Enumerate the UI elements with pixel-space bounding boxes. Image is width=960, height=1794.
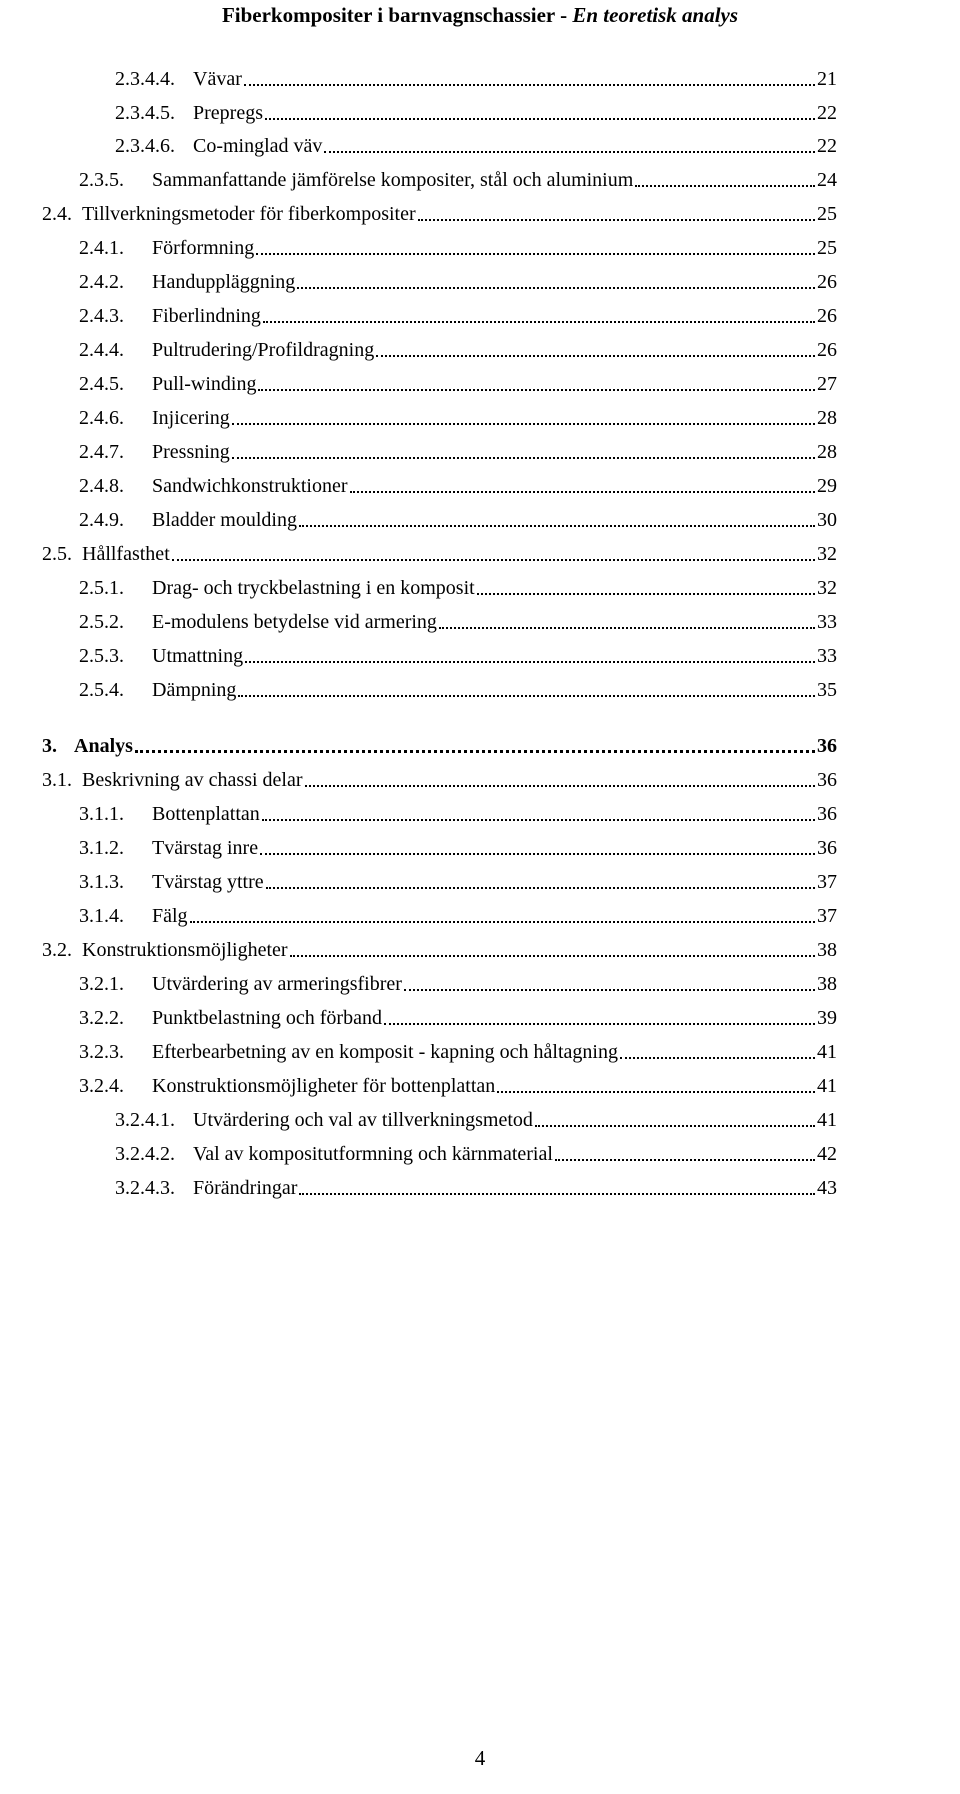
toc-entry-number: 2.4.6. <box>79 407 124 429</box>
toc-entry-title: Förändringar <box>193 1177 298 1199</box>
dot-leader <box>263 321 815 323</box>
toc-entry-number: 3.2.4.2. <box>115 1143 175 1165</box>
toc-entry-page: 28 <box>817 407 837 429</box>
toc-entry-title: Pultrudering/Profildragning <box>152 339 375 361</box>
dot-leader <box>404 989 815 991</box>
toc-entry-number: 3.1.4. <box>79 905 124 927</box>
toc-entry-page: 26 <box>817 339 837 361</box>
toc-entry-page: 43 <box>817 1177 837 1199</box>
toc-entry-page: 42 <box>817 1143 837 1165</box>
toc-entry[interactable] <box>79 439 837 465</box>
toc-entry-number: 3.1.1. <box>79 803 124 825</box>
toc-entry-page: 36 <box>817 735 837 757</box>
toc-entry-title: Beskrivning av chassi delar <box>82 769 303 791</box>
toc-entry-title: Utvärdering av armeringsfibrer <box>152 973 402 995</box>
toc-entry[interactable] <box>79 337 837 363</box>
toc-entry-title: Konstruktionsmöjligheter <box>82 939 288 961</box>
toc-entry-title: Sandwichkonstruktioner <box>152 475 348 497</box>
dot-leader <box>384 1023 815 1025</box>
toc-entry-page: 32 <box>817 543 837 565</box>
dot-leader <box>135 750 815 753</box>
dot-leader <box>299 525 815 527</box>
toc-entry-number: 2.5.3. <box>79 645 124 667</box>
toc-entry-page: 36 <box>817 803 837 825</box>
toc-entry-number: 2.4.2. <box>79 271 124 293</box>
toc-entry-page: 41 <box>817 1041 837 1063</box>
dot-leader <box>258 389 815 391</box>
toc-entry-title: Tvärstag yttre <box>152 871 264 893</box>
toc-entry-number: 3.1.3. <box>79 871 124 893</box>
dot-leader <box>190 921 815 923</box>
toc-entry-number: 3.2.4. <box>79 1075 124 1097</box>
toc-entry-title: Fälg <box>152 905 188 927</box>
dot-leader <box>299 1193 815 1195</box>
toc-entry-title: Dämpning <box>152 679 237 701</box>
toc-entry[interactable] <box>79 971 837 997</box>
toc-entry-page: 39 <box>817 1007 837 1029</box>
toc-entry-number: 2.4.9. <box>79 509 124 531</box>
toc-entry-title: Tvärstag inre <box>152 837 259 859</box>
dot-leader <box>535 1125 815 1127</box>
toc-entry-number: 2.4. <box>42 203 72 225</box>
toc-entry-number: 3.2. <box>42 939 72 961</box>
toc-entry-number: 3.2.4.3. <box>115 1177 175 1199</box>
toc-entry[interactable] <box>79 405 837 431</box>
toc-entry[interactable] <box>79 609 837 635</box>
toc-entry[interactable] <box>79 835 837 861</box>
dot-leader <box>245 661 815 663</box>
toc-entry-number: 2.5.4. <box>79 679 124 701</box>
toc-entry-number: 3.2.2. <box>79 1007 124 1029</box>
toc-entry[interactable] <box>42 767 837 793</box>
toc-entry-page: 27 <box>817 373 837 395</box>
toc-entry-page: 26 <box>817 271 837 293</box>
toc-entry-title: Utvärdering och val av tillverkningsmetod <box>193 1109 533 1131</box>
toc-entry-page: 33 <box>817 645 837 667</box>
dot-leader <box>172 559 815 561</box>
toc-entry-title: E-modulens betydelse vid armering <box>152 611 437 633</box>
toc-entry-page: 22 <box>817 102 837 124</box>
toc-entry[interactable] <box>79 801 837 827</box>
toc-entry-title: Pull-winding <box>152 373 257 395</box>
toc-entry-page: 36 <box>817 769 837 791</box>
toc-entry-title: Handuppläggning <box>152 271 296 293</box>
dot-leader <box>477 593 815 595</box>
toc-entry-number: 2.5.1. <box>79 577 124 599</box>
toc-entry[interactable] <box>115 1175 837 1201</box>
toc-entry-number: 2.3.4.6. <box>115 135 175 157</box>
toc-entry-number: 3.2.3. <box>79 1041 124 1063</box>
toc-entry-page: 32 <box>817 577 837 599</box>
dot-leader <box>265 118 815 120</box>
dot-leader <box>232 457 815 459</box>
toc-entry-number: 3.2.4.1. <box>115 1109 175 1131</box>
toc-entry[interactable] <box>79 235 837 261</box>
toc-entry-title: Bottenplattan <box>152 803 260 825</box>
toc-entry-page: 25 <box>817 203 837 225</box>
document-title: Fiberkompositer i barnvagnschassier - <box>221 3 568 27</box>
toc-entry-number: 2.4.5. <box>79 373 124 395</box>
toc-entry-number: 2.4.1. <box>79 237 124 259</box>
toc-entry[interactable] <box>115 1107 837 1133</box>
toc-entry-page: 33 <box>817 611 837 633</box>
toc-entry-title: Vävar <box>193 68 242 90</box>
toc-entry-title: Tillverkningsmetoder för fiberkompositer <box>82 203 416 225</box>
toc-entry[interactable] <box>79 1005 837 1031</box>
toc-entry-page: 36 <box>817 837 837 859</box>
toc-entry-page: 41 <box>817 1109 837 1131</box>
dot-leader <box>620 1057 815 1059</box>
toc-entry-page: 26 <box>817 305 837 327</box>
toc-entry-number: 2.5. <box>42 543 72 565</box>
dot-leader <box>376 355 815 357</box>
document-subtitle: En teoretisk analys <box>572 3 739 27</box>
toc-entry-number: 3.1.2. <box>79 837 124 859</box>
toc-entry[interactable] <box>79 1073 837 1099</box>
toc-entry[interactable] <box>42 541 837 567</box>
toc-entry-number: 3.1. <box>42 769 72 791</box>
toc-entry-page: 38 <box>817 973 837 995</box>
toc-entry[interactable] <box>79 167 837 193</box>
toc-chapter-entry[interactable] <box>42 733 837 759</box>
toc-entry-title: Prepregs <box>193 102 263 124</box>
toc-entry-title: Utmattning <box>152 645 244 667</box>
toc-entry-title: Fiberlindning <box>152 305 261 327</box>
toc-entry-title: Injicering <box>152 407 230 429</box>
dot-leader <box>260 853 815 855</box>
toc-entry-title: Efterbearbetning av en komposit - kapning och håltagning <box>152 1041 618 1063</box>
dot-leader <box>297 287 815 289</box>
toc-entry-title: Hållfasthet <box>82 543 170 565</box>
toc-entry[interactable] <box>79 677 837 703</box>
toc-entry-page: 38 <box>817 939 837 961</box>
toc-entry-title: Punktbelastning och förband <box>152 1007 382 1029</box>
toc-entry[interactable] <box>79 643 837 669</box>
toc-entry-number: 2.5.2. <box>79 611 124 633</box>
toc-entry-title: Co-minglad väv <box>193 135 323 157</box>
toc-entry-number: 2.3.4.5. <box>115 102 175 124</box>
page-header <box>0 0 960 30</box>
dot-leader <box>232 423 815 425</box>
toc-entry[interactable] <box>79 1039 837 1065</box>
toc-entry[interactable] <box>115 66 837 92</box>
dot-leader <box>350 491 815 493</box>
toc-entry-title: Konstruktionsmöjligheter för bottenplattan <box>152 1075 496 1097</box>
dot-leader <box>305 785 816 787</box>
toc-entry-title: Sammanfattande jämförelse kompositer, stål och aluminium <box>152 169 634 191</box>
toc-entry-number: 2.4.4. <box>79 339 124 361</box>
dot-leader <box>635 185 815 187</box>
toc-entry-page: 41 <box>817 1075 837 1097</box>
toc-entry-title: Val av kompositutformning och kärnmaterial <box>193 1143 553 1165</box>
dot-leader <box>256 253 815 255</box>
toc-entry-page: 37 <box>817 905 837 927</box>
dot-leader <box>324 151 815 153</box>
toc-entry-number: 2.4.3. <box>79 305 124 327</box>
toc-entry[interactable] <box>79 269 837 295</box>
dot-leader <box>418 219 815 221</box>
toc-entry[interactable] <box>42 937 837 963</box>
toc-entry-number: 3. <box>42 735 57 757</box>
dot-leader <box>497 1091 815 1093</box>
toc-entry[interactable] <box>115 100 837 126</box>
toc-entry-number: 2.3.5. <box>79 169 124 191</box>
toc-entry[interactable] <box>79 903 837 929</box>
dot-leader <box>266 887 815 889</box>
toc-entry[interactable] <box>42 201 837 227</box>
toc-entry-page: 28 <box>817 441 837 463</box>
toc-entry-title: Bladder moulding <box>152 509 297 531</box>
toc-entry-number: 2.4.8. <box>79 475 124 497</box>
toc-entry-page: 30 <box>817 509 837 531</box>
toc-entry-page: 37 <box>817 871 837 893</box>
toc-entry-page: 35 <box>817 679 837 701</box>
toc-entry-page: 22 <box>817 135 837 157</box>
page-number: 4 <box>474 1746 486 1770</box>
toc-entry-number: 2.4.7. <box>79 441 124 463</box>
toc-entry[interactable] <box>79 575 837 601</box>
dot-leader <box>238 695 815 697</box>
toc-entry-page: 24 <box>817 169 837 191</box>
toc-entry[interactable] <box>79 869 837 895</box>
toc-entry[interactable] <box>79 507 837 533</box>
toc-entry[interactable] <box>115 1141 837 1167</box>
toc-entry[interactable] <box>79 303 837 329</box>
dot-leader <box>555 1159 815 1161</box>
toc-entry[interactable] <box>115 133 837 159</box>
toc-entry[interactable] <box>79 371 837 397</box>
toc-entry-page: 25 <box>817 237 837 259</box>
toc-entry-title: Pressning <box>152 441 230 463</box>
toc-entry-number: 2.3.4.4. <box>115 68 175 90</box>
toc-entry-page: 29 <box>817 475 837 497</box>
toc-entry-title: Förformning <box>152 237 255 259</box>
toc-entry-title: Drag- och tryckbelastning i en komposit <box>152 577 475 599</box>
dot-leader <box>262 819 815 821</box>
dot-leader <box>439 627 815 629</box>
dot-leader <box>244 84 815 86</box>
toc-entry[interactable] <box>79 473 837 499</box>
toc-entry-page: 21 <box>817 68 837 90</box>
dot-leader <box>290 955 815 957</box>
toc-entry-title: Analys <box>74 735 133 757</box>
toc-entry-number: 3.2.1. <box>79 973 124 995</box>
